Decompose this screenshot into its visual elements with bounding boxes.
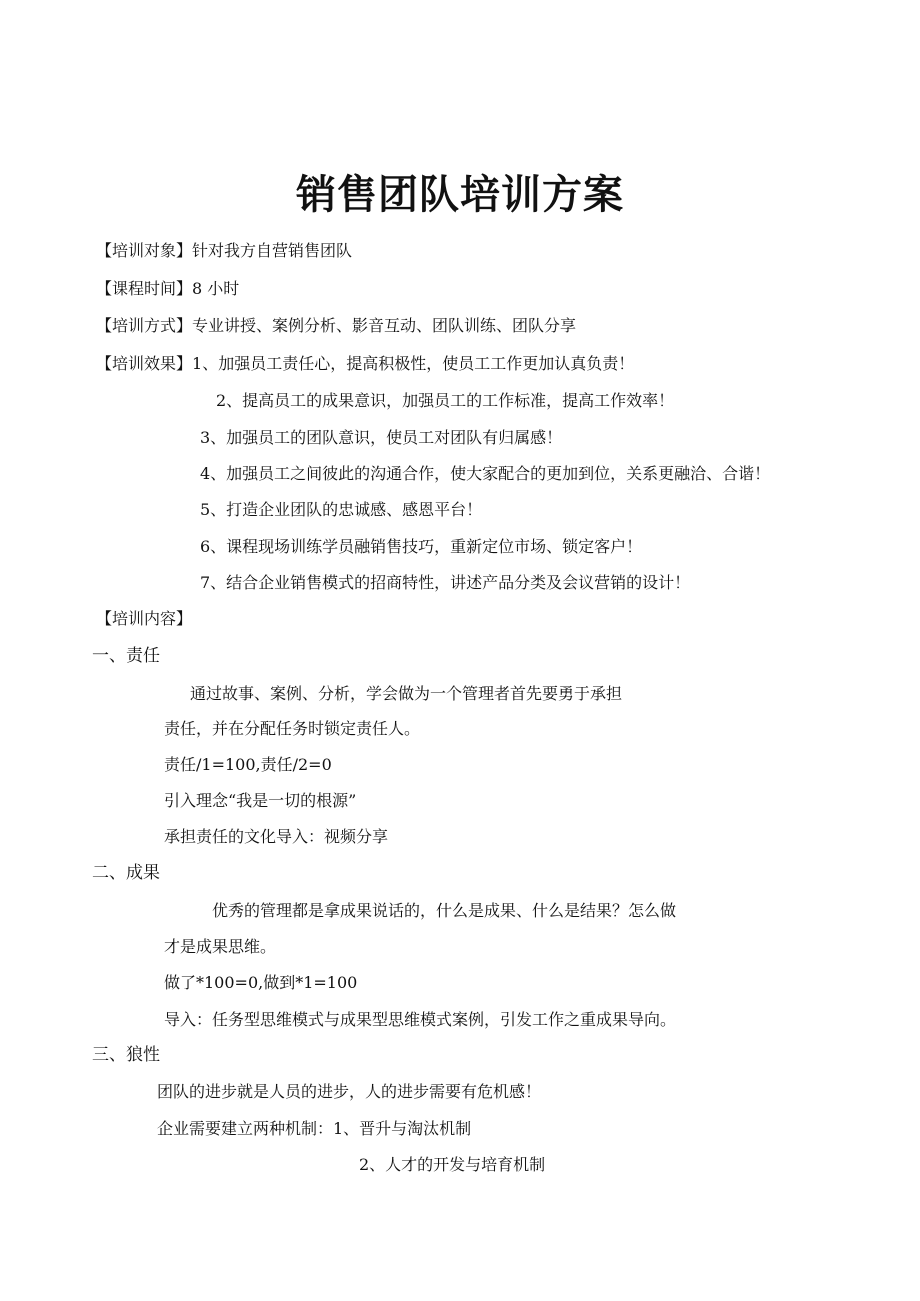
section-line: 责任/1=100,责任/2=0 [164, 755, 332, 774]
effect-item: 4、加强员工之间彼此的沟通合作，使大家配合的更加到位，关系更融洽、合谐！ [200, 464, 771, 483]
section-line: 做了*100=0,做到*1=100 [164, 973, 358, 992]
info-method-value: 专业讲授、案例分析、影音互动、团队训练、团队分享 [192, 316, 577, 335]
section-line: 优秀的管理都是拿成果说话的，什么是成果、什么是结果？怎么做 [212, 901, 677, 920]
info-effect [96, 353, 634, 375]
section-heading: 三、狼性 [92, 1045, 160, 1065]
section-line: 2、人才的开发与培育机制 [359, 1155, 546, 1174]
section-line: 团队的进步就是人员的进步，人的进步需要有危机感！ [157, 1082, 542, 1101]
section-heading: 一、责任 [92, 646, 160, 666]
info-duration-value: 8 小时 [192, 279, 240, 298]
section-line: 承担责任的文化导入：视频分享 [164, 827, 389, 846]
effect-item: 1、加强员工责任心，提高积极性，使员工工作更加认真负责！ [192, 354, 635, 373]
section-heading: 二、成果 [92, 863, 160, 883]
section-line: 责任，并在分配任务时锁定责任人。 [164, 719, 421, 738]
info-target-value: 针对我方自营销售团队 [192, 241, 353, 260]
effect-item: 7、结合企业销售模式的招商特性，讲述产品分类及会议营销的设计！ [200, 573, 691, 592]
info-method [96, 315, 576, 337]
info-target [96, 240, 352, 262]
section-line: 才是成果思维。 [164, 937, 277, 956]
info-effect-label: 【培训效果】 [96, 354, 193, 373]
content-label: 【培训内容】 [96, 609, 193, 628]
section-line: 企业需要建立两种机制：1、晋升与淘汰机制 [157, 1119, 472, 1138]
document-title: 销售团队培训方案 [296, 172, 624, 218]
info-duration-label: 【课程时间】 [96, 279, 193, 298]
section-line: 通过故事、案例、分析，学会做为一个管理者首先要勇于承担 [190, 684, 623, 703]
info-method-label: 【培训方式】 [96, 316, 193, 335]
effect-item: 3、加强员工的团队意识，使员工对团队有归属感！ [200, 428, 563, 447]
section-line: 引入理念“我是一切的根源” [164, 791, 357, 810]
effect-item: 6、课程现场训练学员融销售技巧，重新定位市场、锁定客户！ [200, 537, 643, 556]
info-target-label: 【培训对象】 [96, 241, 193, 260]
info-duration [96, 278, 239, 300]
section-line: 导入：任务型思维模式与成果型思维模式案例，引发工作之重成果导向。 [164, 1010, 677, 1029]
effect-item: 2、提高员工的成果意识，加强员工的工作标准，提高工作效率！ [216, 391, 675, 410]
effect-item: 5、打造企业团队的忠诚感、感恩平台！ [200, 500, 483, 519]
